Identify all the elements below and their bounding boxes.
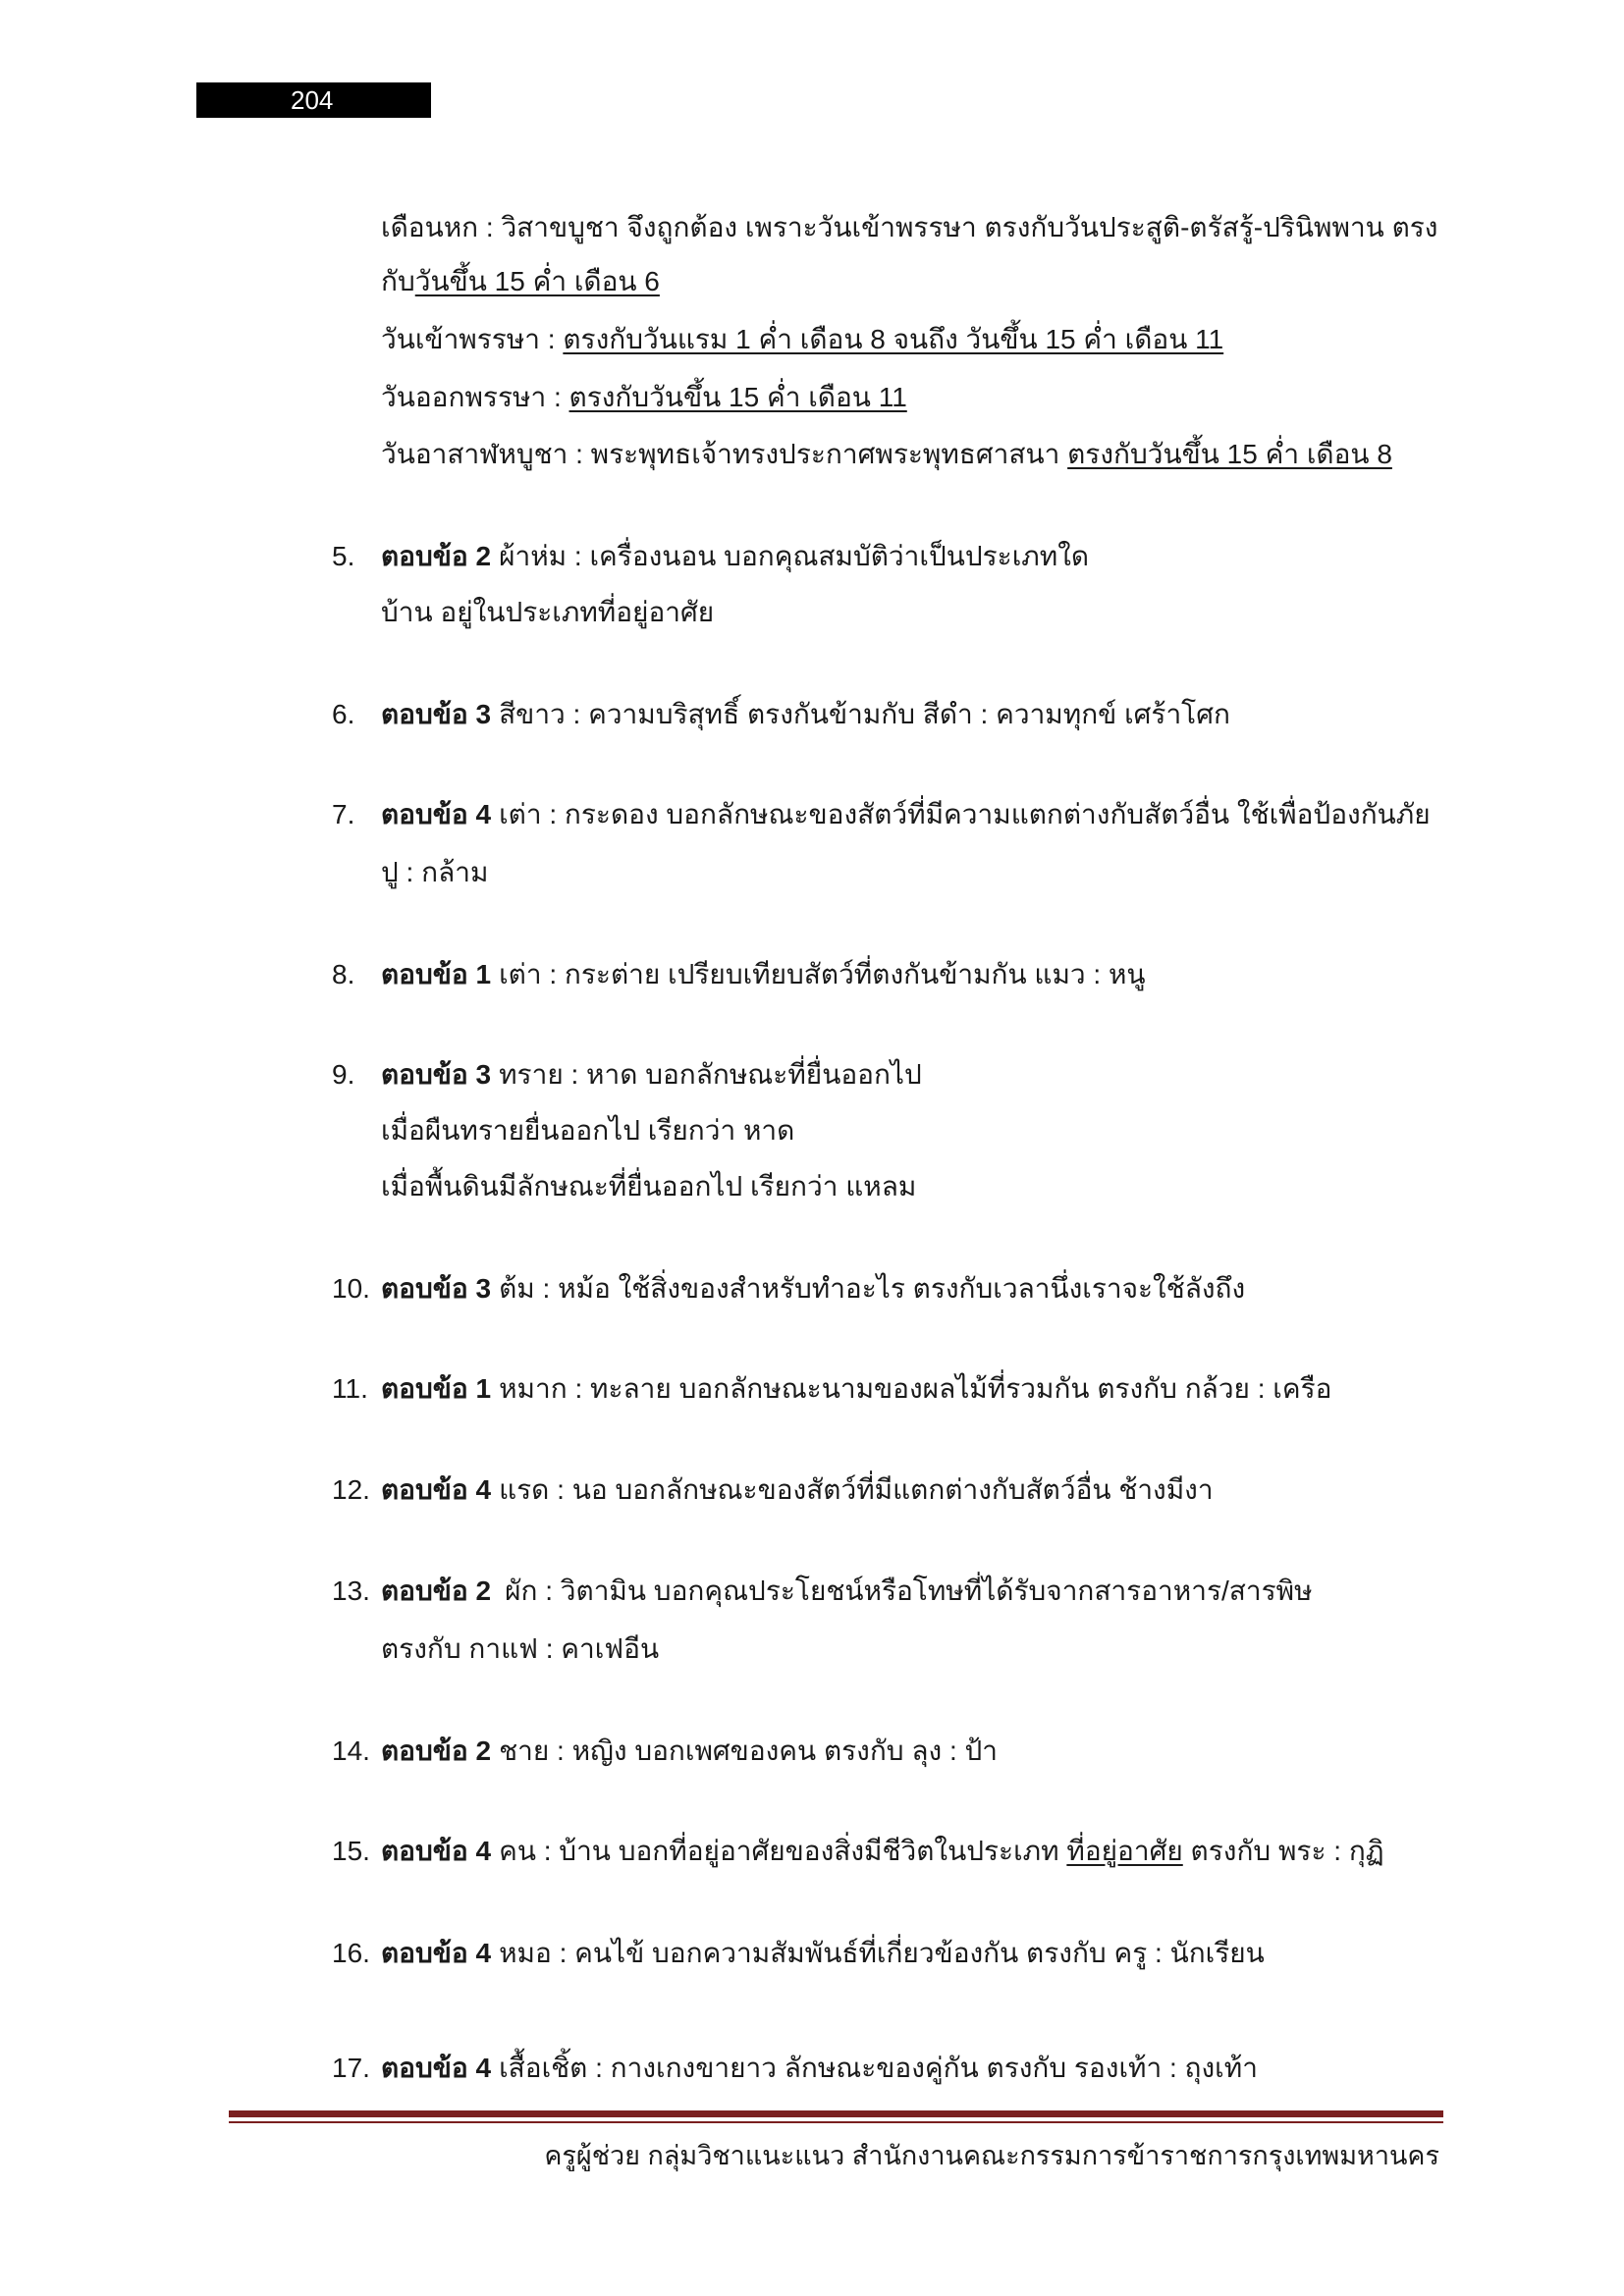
line-text: วันออกพรรษา : [381, 382, 569, 412]
underlined-text: ตรงกับวันขึ้น 15 ค่ำ เดือน 8 [1067, 439, 1392, 469]
answer-label: ตอบข้อ 1 [381, 1373, 492, 1404]
answer-line [381, 1367, 1331, 1411]
answer-line [381, 1570, 1313, 1613]
answer-label: ตอบข้อ 4 [381, 799, 492, 829]
answer-line [381, 793, 1431, 836]
item-number: 7. [332, 799, 355, 829]
item-text: แรด : นอ บอกลักษณะของสัตว์ที่มีแตกต่างกับสัตว์อื่น ช้างมีงา [499, 1474, 1214, 1505]
continuation-line [381, 260, 660, 303]
line-text: วันอาสาฬหบูชา : พระพุทธเจ้าทรงประกาศพระพุทธศาสนา [381, 439, 1068, 469]
page-number: 204 [196, 82, 431, 118]
answer-label: ตอบข้อ 4 [381, 1938, 492, 1968]
continuation-line [381, 376, 907, 419]
item-text: เต่า : กระดอง บอกลักษณะของสัตว์ที่มีความแตกต่างกับสัตว์อื่น ใช้เพื่อป้องกันภัย [499, 799, 1431, 829]
footer-text: ครูผู้ช่วย กลุ่มวิชาแนะแนว สำนักงานคณะกรรมการข้าราชการกรุงเทพมหานคร [544, 2141, 1439, 2170]
answer-line [381, 535, 1089, 578]
answer-label: ตอบข้อ 3 [381, 699, 492, 729]
item-text: ทราย : หาด บอกลักษณะที่ยื่นออกไป [499, 1059, 922, 1090]
answer-line [381, 1267, 1245, 1310]
answer-line [381, 2047, 1258, 2090]
item-number: 15. [332, 1836, 370, 1866]
item-continuation: ตรงกับ กาแฟ : คาเฟอีน [381, 1633, 660, 1664]
answer-label: ตอบข้อ 4 [381, 2053, 492, 2083]
answer-line [381, 953, 1146, 996]
item-text: สีขาว : ความบริสุทธิ์ ตรงกันข้ามกับ สีดำ : ความทุกข์ เศร้าโศก [499, 699, 1230, 729]
item-number: 12. [332, 1474, 370, 1505]
answer-label: ตอบข้อ 1 [381, 959, 492, 989]
item-text: เสื้อเชิ้ต : กางเกงขายาว ลักษณะของคู่กัน ตรงกับ รองเท้า : ถุงเท้า [499, 2053, 1258, 2083]
footer-rule [229, 2110, 1443, 2117]
item-number: 6. [332, 699, 355, 729]
answer-line [381, 1730, 998, 1773]
answer-label: ตอบข้อ 2 [381, 541, 492, 571]
answer-line [381, 693, 1230, 736]
item-text: หมาก : ทะลาย บอกลักษณะนามของผลไม้ที่รวมกัน ตรงกับ กล้วย : เครือ [499, 1373, 1332, 1404]
item-text: ผัก : วิตามิน บอกคุณประโยชน์หรือโทษที่ได้รับจากสารอาหาร/สารพิษ [505, 1575, 1313, 1606]
line-text: เดือนหก : วิสาขบูชา จึงถูกต้อง เพราะวันเข้าพรรษา ตรงกับวันประสูติ-ตรัสรู้-ปรินิพพาน ตรง [381, 212, 1438, 242]
item-number: 16. [332, 1938, 370, 1968]
item-text: ต้ม : หม้อ ใช้สิ่งของสำหรับทำอะไร ตรงกับเวลานึ่งเราจะใช้ลังถึง [499, 1273, 1246, 1304]
item-text: หมอ : คนไข้ บอกความสัมพันธ์ที่เกี่ยวข้องกัน ตรงกับ ครู : นักเรียน [499, 1938, 1265, 1968]
answer-label: ตอบข้อ 4 [381, 1474, 492, 1505]
underlined-text: ตรงกับวันขึ้น 15 ค่ำ เดือน 11 [568, 382, 907, 412]
continuation-line [381, 206, 1437, 249]
continuation-line [381, 318, 1223, 361]
item-number: 13. [332, 1575, 370, 1606]
item-number: 9. [332, 1059, 355, 1090]
underlined-text: ตรงกับวันแรม 1 ค่ำ เดือน 8 จนถึง วันขึ้น 15 ค่ำ เดือน 11 [563, 324, 1224, 354]
item-text: ตรงกับ พระ : กุฏิ [1182, 1836, 1384, 1866]
item-number: 11. [332, 1373, 368, 1404]
line-text: วันเข้าพรรษา : [381, 324, 564, 354]
item-text: คน : บ้าน บอกที่อยู่อาศัยของสิ่งมีชีวิตในประเภท [499, 1836, 1067, 1866]
answer-label: ตอบข้อ 2 [381, 1735, 492, 1766]
answer-label: ตอบข้อ 2 [381, 1575, 492, 1606]
item-number: 17. [332, 2053, 370, 2083]
answer-line [381, 1468, 1214, 1512]
item-text: ผ้าห่ม : เครื่องนอน บอกคุณสมบัติว่าเป็นประเภทใด [499, 541, 1090, 571]
item-number: 14. [332, 1735, 370, 1766]
item-continuation: บ้าน อยู่ในประเภทที่อยู่อาศัย [381, 597, 715, 627]
item-text: ชาย : หญิง บอกเพศของคน ตรงกับ ลุง : ป้า [499, 1735, 999, 1766]
answer-label: ตอบข้อ 4 [381, 1836, 492, 1866]
item-continuation: เมื่อผืนทรายยื่นออกไป เรียกว่า หาด [381, 1115, 795, 1146]
item-number: 5. [332, 541, 355, 571]
footer-rule-thin [229, 2121, 1443, 2123]
item-number: 8. [332, 959, 355, 989]
item-text: เต่า : กระต่าย เปรียบเทียบสัตว์ที่ตงกันข้ามกัน แมว : หนู [499, 959, 1146, 989]
item-continuation: ปู : กล้าม [381, 857, 489, 887]
item-continuation: เมื่อพื้นดินมีลักษณะที่ยื่นออกไป เรียกว่า แหลม [381, 1171, 917, 1201]
underlined-text: วันขึ้น 15 ค่ำ เดือน 6 [414, 266, 660, 296]
underlined-text: ที่อยู่อาศัย [1066, 1836, 1183, 1866]
continuation-line [381, 433, 1392, 476]
answer-label: ตอบข้อ 3 [381, 1273, 492, 1304]
answer-line [381, 1830, 1384, 1873]
answer-line [381, 1053, 922, 1096]
answer-label: ตอบข้อ 3 [381, 1059, 492, 1090]
item-number: 10. [332, 1273, 370, 1304]
line-text: กับ [381, 266, 415, 296]
answer-line [381, 1932, 1265, 1975]
